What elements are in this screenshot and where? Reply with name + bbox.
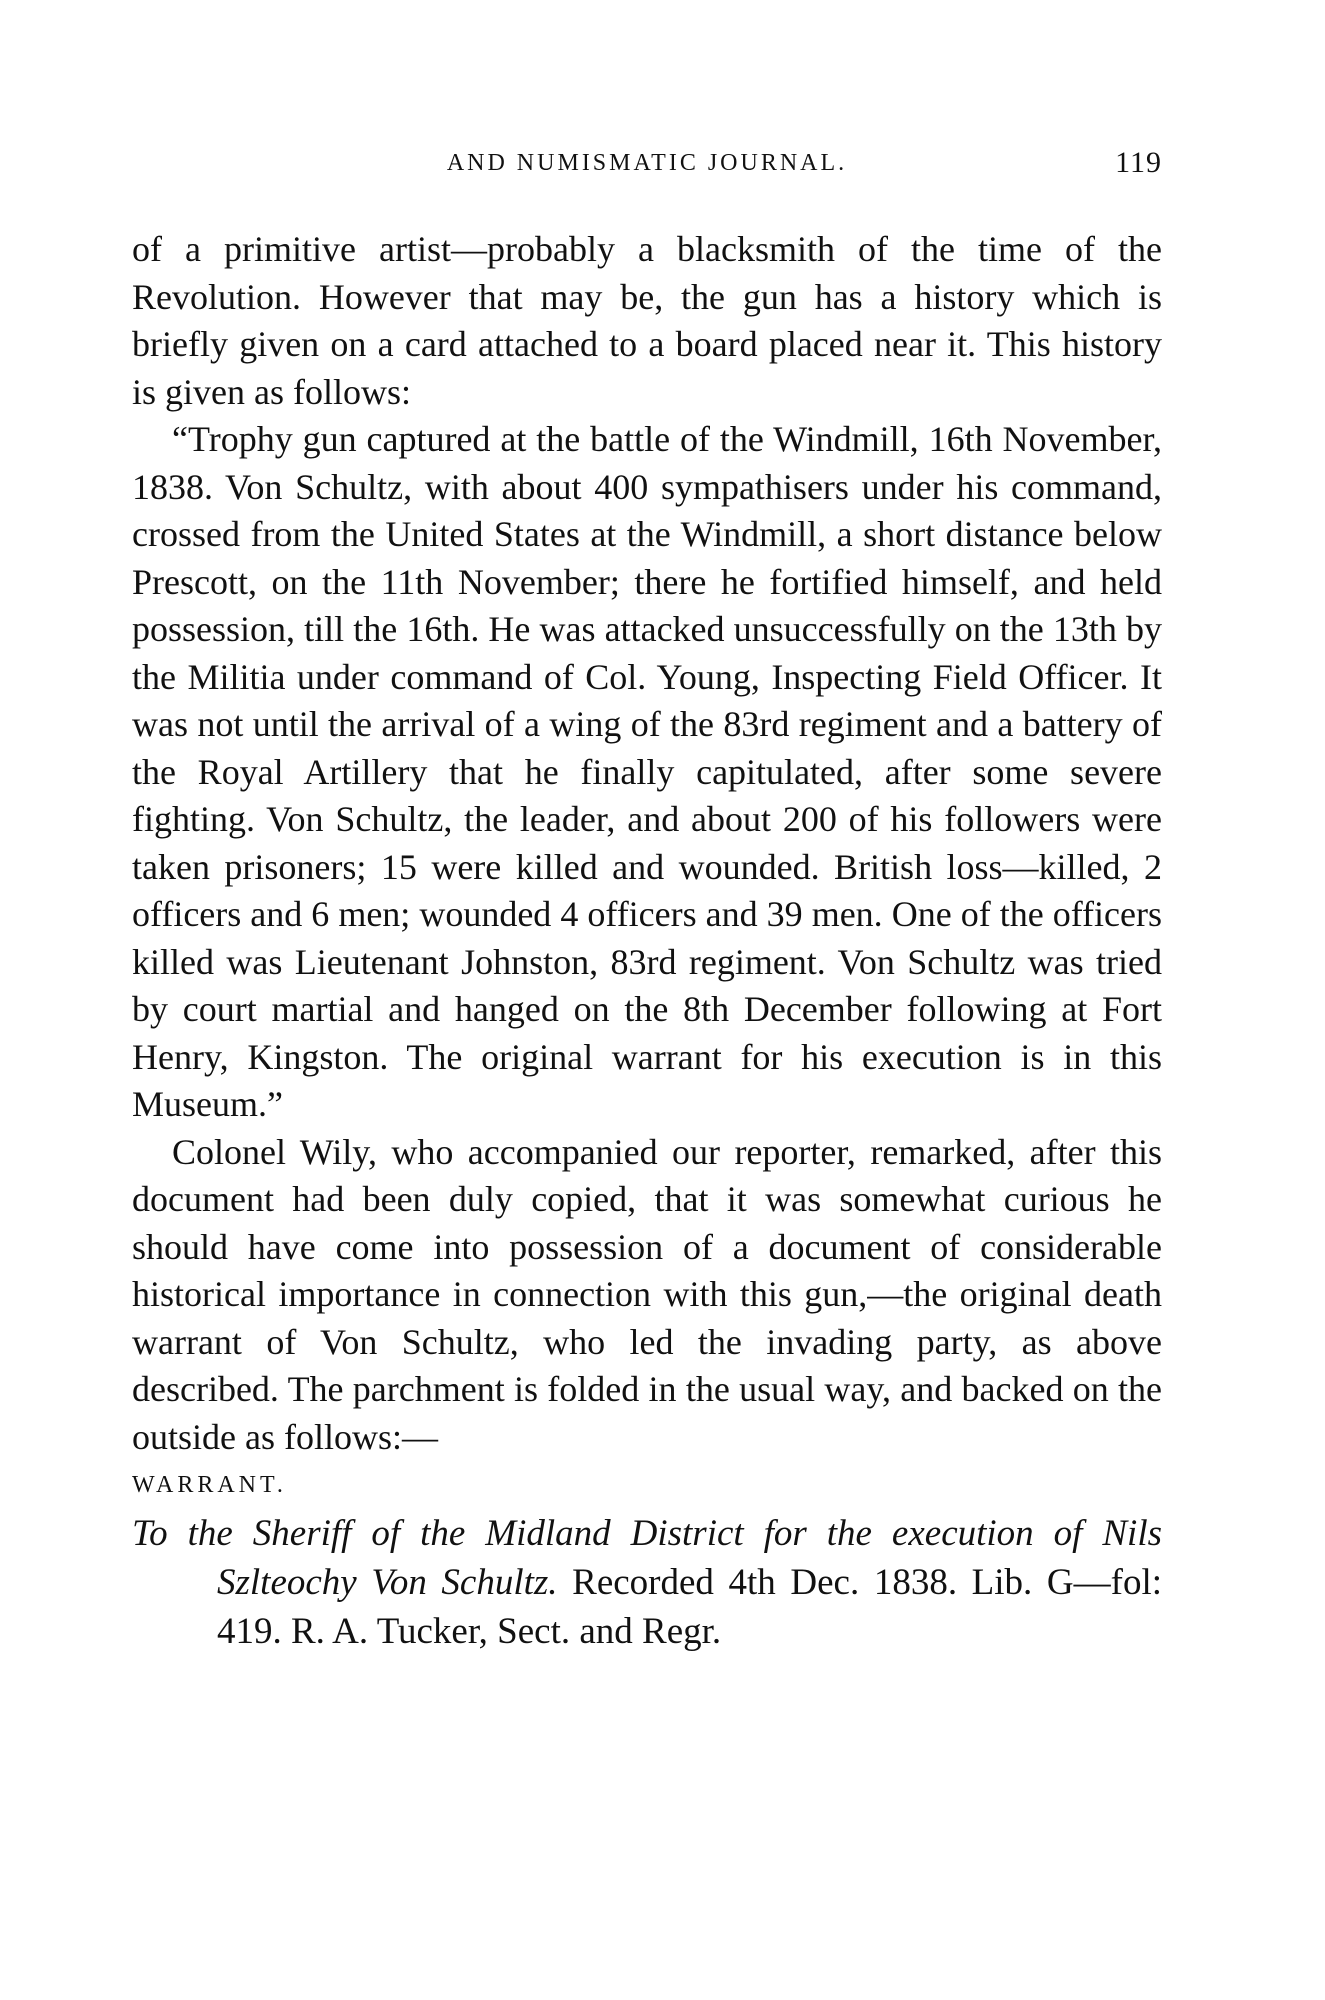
warrant-endorsement	[132, 1509, 1162, 1656]
paragraph-colonel-wily: Colonel Wily, who accompanied our reporter, remarked, after this document had been duly copied, that it was somewhat curious he should have come into possession of a document of considerable historical importance in connection with this gun,—the original death warrant of Von Schultz, who led the invading party, as above described. The parchment is folded in the usual way, and backed on the outside as follows:—	[132, 1131, 1162, 1457]
warrant-heading: WARRANT.	[132, 1472, 287, 1498]
body-text	[132, 226, 1162, 1656]
paragraph-continuation: of a primitive artist—probably a blacksmith of the time of the Revolution. However that may be, the gun has a history which is briefly given on a card attached to a board placed near it. This history is given as follows:	[132, 229, 1162, 412]
paragraph-quotation: “Trophy gun captured at the battle of the Windmill, 16th November, 1838. Von Schultz, with about 400 sympathisers under his command, crossed from the United States at the Windmill, a short distance below Prescott, on the 11th November; there he fortified himself, and held possession, till the 16th. He was attacked unsuccessfully on the 13th by the Militia under command of Col. Young, Inspecting Field Officer. It was not until the arrival of a wing of the 83rd regiment and a battery of the Royal Artillery that he finally capitulated, after some severe fighting. Von Schultz, the leader, and about 200 of his followers were taken prisoners; 15 were killed and wounded. British loss—killed, 2 officers and 6 men; wounded 4 officers and 39 men. One of the officers killed was Lieutenant Johnston, 83rd regiment. Von Schultz was tried by court martial and hanged on the 8th December following at Fort Henry, Kingston. The original warrant for his execution is in this Museum.”	[132, 419, 1162, 1124]
running-title: AND NUMISMATIC JOURNAL.	[446, 150, 848, 176]
page-number: 119	[1115, 146, 1162, 179]
endorsement-record: Recorded 4th Dec. 1838. Lib. G—fol: 419. R. A. Tucker, Sect. and Regr.	[217, 1562, 1163, 1652]
endorsement-address: To the Sheriff of the Midland District for the execution of Nils Szlteochy Von Schultz.	[132, 1513, 1162, 1603]
running-head	[132, 146, 1162, 186]
